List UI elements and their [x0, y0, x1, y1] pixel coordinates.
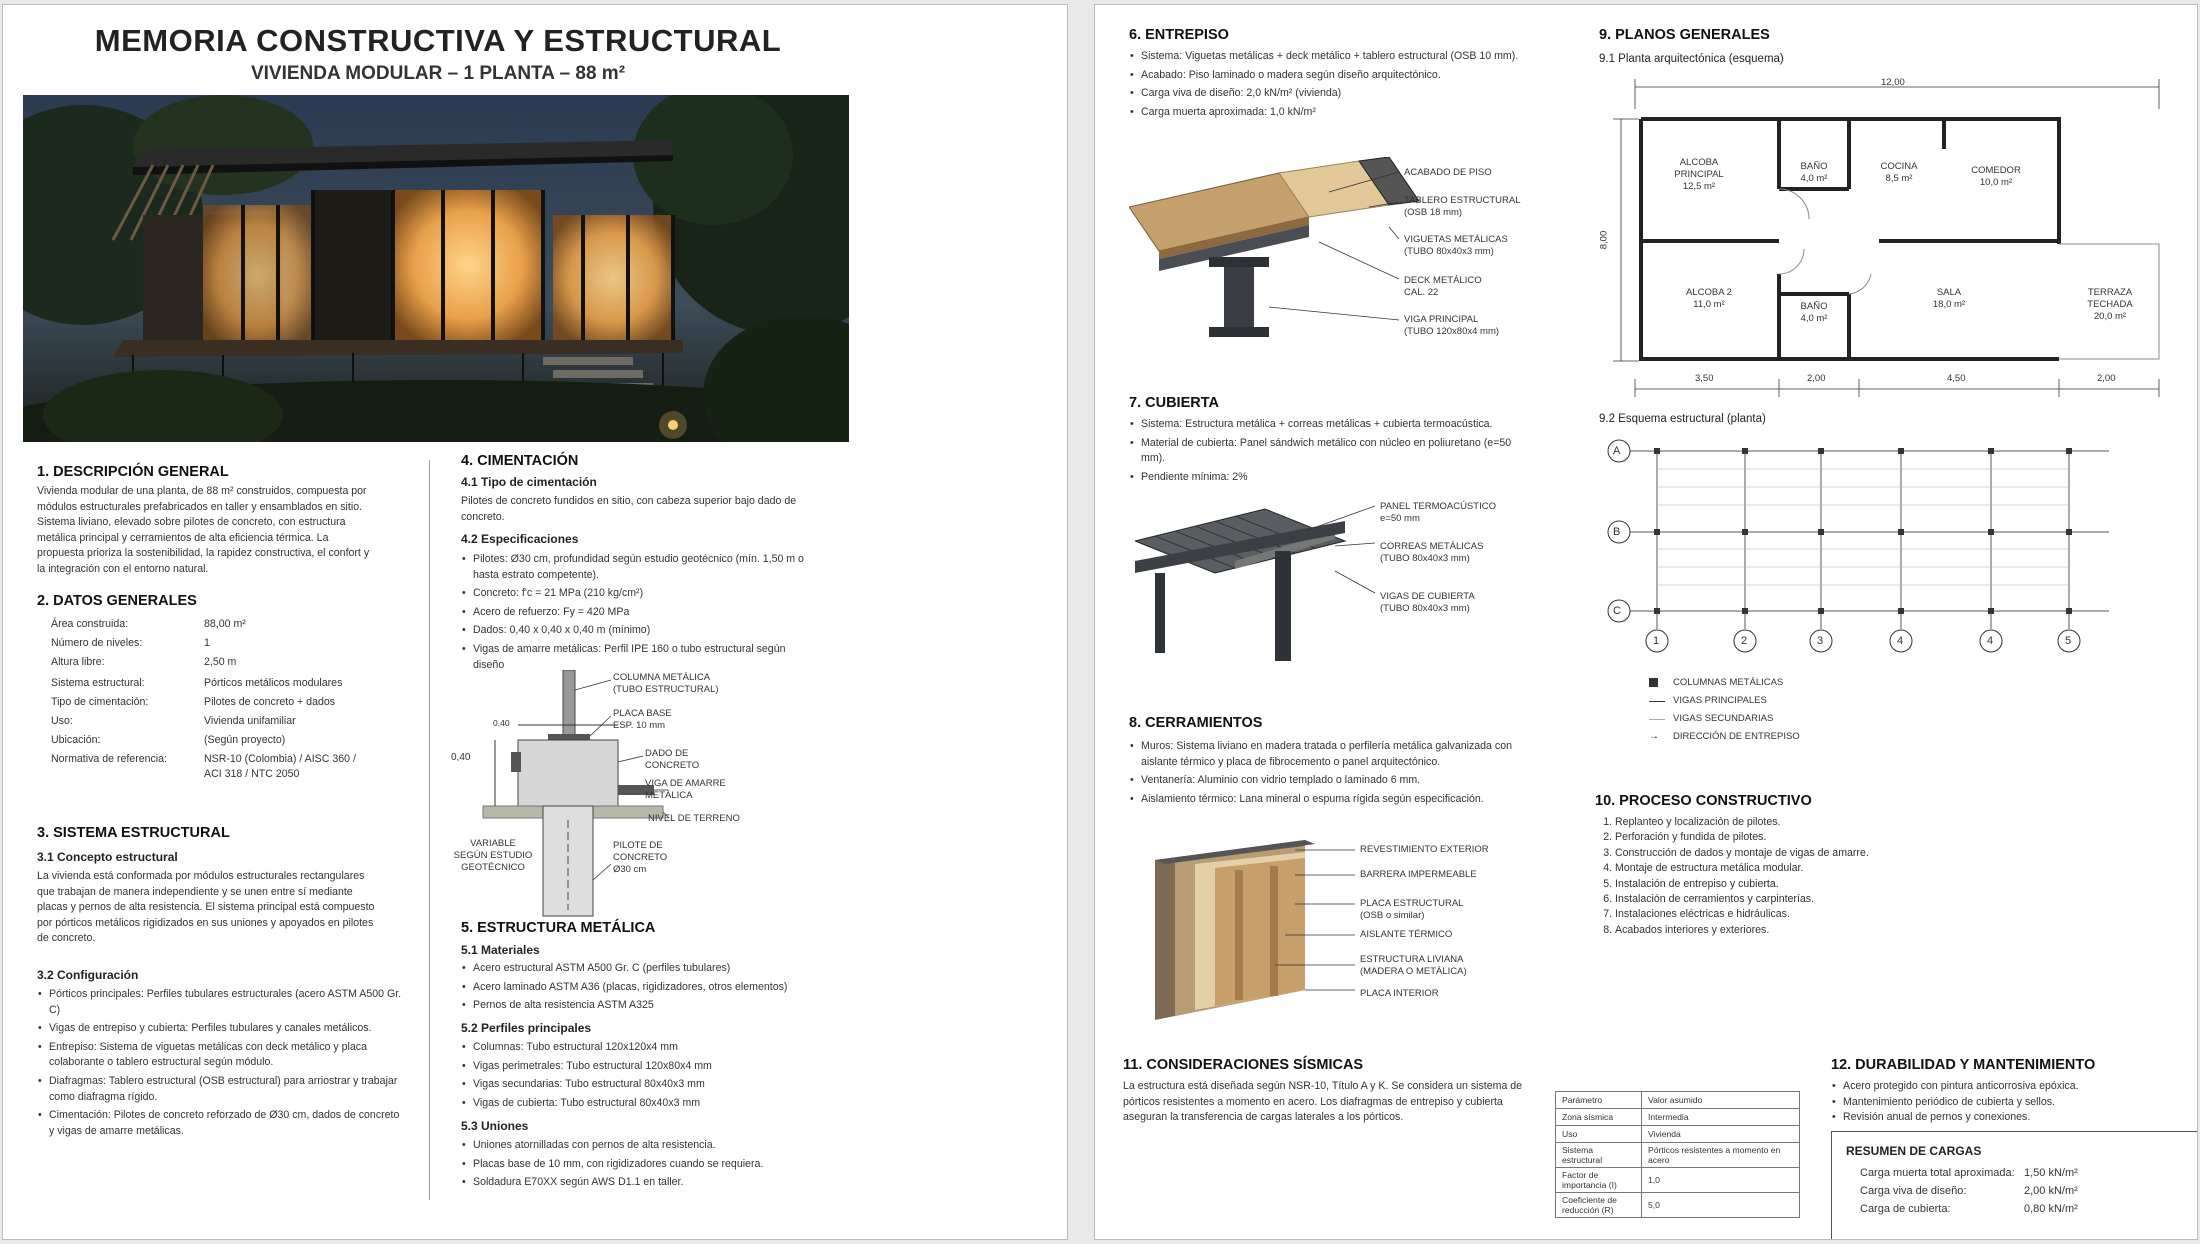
list-item: • Acabado: Piso laminado o madera según diseño arquitectónico.	[1129, 68, 1529, 84]
list-item: • Diafragmas: Tablero estructural (OSB estructural) para arriostrar y trabajar como diafragma rígido.	[37, 1074, 407, 1105]
durability-list	[1831, 1079, 2181, 1126]
param-cell: Factor de importancia (I)	[1556, 1168, 1642, 1193]
section-5-1-title: 5.1 Materiales	[461, 943, 540, 957]
param-cell: Sistema estructural	[1556, 1143, 1642, 1168]
label-tablero: TABLERO ESTRUCTURAL (OSB 18 mm)	[1404, 195, 1521, 218]
list-item: 1. Replanteo y localización de pilotes.	[1615, 815, 1999, 830]
loads-summary-title: RESUMEN DE CARGAS	[1846, 1144, 1982, 1158]
axis-4a: 4	[1897, 635, 1904, 647]
house-rendering	[23, 95, 849, 442]
materials-list	[461, 961, 806, 1017]
list-item: • Vigas de amarre metálicas: Perfil IPE 160 o tubo estructural según diseño	[461, 642, 806, 673]
list-item: • Material de cubierta: Panel sándwich metálico con núcleo en poliuretano (e=50 mm).	[1129, 436, 1529, 467]
structural-plan	[1599, 429, 2179, 669]
list-item: • Dados: 0,40 x 0,40 x 0,40 m (mínimo)	[461, 623, 806, 639]
table-row	[1556, 1143, 1800, 1168]
room-sala: SALA 18,0 m²	[1932, 287, 1966, 310]
list-item: 4. Montaje de estructura metálica modular.	[1615, 861, 1999, 876]
list-item: • Vigas secundarias: Tubo estructural 80x40x3 mm	[461, 1077, 806, 1093]
list-item: • Pernos de alta resistencia ASTM A325	[461, 998, 806, 1014]
entrepiso-diagram	[1129, 157, 1549, 347]
section-4-1-text: Pilotes de concreto fundidos en sitio, con cabeza superior bajo dado de concreto.	[461, 495, 797, 523]
list-item: • Vigas de cubierta: Tubo estructural 80x40x3 mm	[461, 1096, 806, 1112]
general-data-list	[51, 617, 374, 786]
data-row: Uso: Vivienda unifamiliar	[51, 715, 296, 727]
foundation-spec-list	[461, 552, 806, 676]
table-row	[1556, 1109, 1800, 1126]
section-4-2-title: 4.2 Especificaciones	[461, 532, 579, 546]
list-item: • Vigas de entrepiso y cubierta: Perfiles tubulares y canales metálicos.	[37, 1021, 407, 1037]
label-pilote: PILOTE DE CONCRETO Ø30 cm	[613, 840, 668, 875]
param-cell: Zona sísmica	[1556, 1109, 1642, 1126]
loads-summary-box	[1831, 1131, 2198, 1240]
section-4-title: 4. CIMENTACIÓN	[461, 453, 579, 469]
axis-A: A	[1613, 445, 1621, 457]
list-item: • Carga muerta aproximada: 1,0 kN/m²	[1129, 105, 1529, 121]
dim-side: 0,40	[451, 752, 471, 763]
list-item: • Concreto: f'c = 21 MPa (210 kg/cm²)	[461, 586, 806, 602]
table-row	[1556, 1168, 1800, 1193]
structural-legend: COLUMNAS METÁLICAS VIGAS PRINCIPALES VIGAS SECUNDARIAS → DIRECCIÓN DE ENTREPISO	[1649, 677, 1800, 742]
dim-top: 0,40	[493, 718, 510, 728]
list-item: • Columnas: Tubo estructural 120x120x4 mm	[461, 1040, 806, 1056]
sheet-left	[2, 4, 1068, 1240]
value-cell: Intermedia	[1642, 1109, 1800, 1126]
data-row: Sistema estructural: Pórticos metálicos modulares	[51, 677, 343, 689]
list-item: • Revisión anual de pernos y conexiones.	[1831, 1110, 2181, 1126]
list-item: 8. Acabados interiores y exteriores.	[1615, 923, 1999, 938]
list-item: • Acero de refuerzo: Fy = 420 MPa	[461, 605, 806, 621]
list-item: • Acero estructural ASTM A500 Gr. C (perfiles tubulares)	[461, 961, 806, 977]
section-7-title: 7. CUBIERTA	[1129, 395, 1219, 411]
room-bano-2: BAÑO 4,0 m²	[1800, 301, 1828, 324]
configuration-list	[37, 987, 407, 1142]
section-8-title: 8. CERRAMIENTOS	[1129, 715, 1263, 731]
value-cell: 5,0	[1642, 1193, 1800, 1218]
label-viga-principal: VIGA PRINCIPAL (TUBO 120x80x4 mm)	[1404, 314, 1500, 337]
plan-dim-total: 12,00	[1881, 77, 1905, 88]
section-4-1-title: 4.1 Tipo de cimentación	[461, 475, 597, 489]
section-11-text: La estructura está diseñada según NSR-10, Título A y K. Se considera un sistema de pórticos resistentes a momento en acero. Los diafragmas de entrepiso y cubierta aseguran la transferencia de cargas laterales a los pórticos.	[1123, 1080, 1523, 1124]
list-item: • Acero laminado ASTM A36 (placas, rigidizadores, otros elementos)	[461, 980, 806, 996]
section-11-title: 11. CONSIDERACIONES SÍSMICAS	[1123, 1057, 1364, 1073]
label-dado: DADO DE CONCRETO	[645, 748, 700, 771]
list-item: • Uniones atornilladas con pernos de alta resistencia.	[461, 1138, 806, 1154]
list-item: • Vigas perimetrales: Tubo estructural 120x80x4 mm	[461, 1059, 806, 1075]
plan-dim-2: 2,00	[1807, 373, 1826, 384]
list-item: 2. Perforación y fundida de pilotes.	[1615, 830, 1999, 845]
label-placa-estructural: PLACA ESTRUCTURAL (OSB o similar)	[1360, 898, 1464, 921]
label-variable: VARIABLE SEGÚN ESTUDIO GEOTÉCNICO	[453, 838, 533, 873]
label-placa-interior: PLACA INTERIOR	[1360, 988, 1439, 999]
list-item: • Pórticos principales: Perfiles tubulares estructurales (acero ASTM A500 Gr. C)	[37, 987, 407, 1018]
value-cell: Vivienda	[1642, 1126, 1800, 1143]
document-subtitle: VIVIENDA MODULAR – 1 PLANTA – 88 m²	[250, 63, 626, 84]
axis-3: 3	[1817, 635, 1824, 647]
room-alcoba-2: ALCOBA 2 11,0 m²	[1686, 287, 1732, 310]
axis-4b: 4	[1987, 635, 1994, 647]
plan-dim-1: 3,50	[1695, 373, 1714, 384]
label-acabado: ACABADO DE PISO	[1404, 167, 1492, 178]
list-item: • Soldadura E70XX según AWS D1.1 en taller.	[461, 1175, 806, 1191]
section-3-1-title: 3.1 Concepto estructural	[37, 850, 178, 864]
label-terreno: NIVEL DE TERRENO	[648, 813, 740, 824]
plan-dim-4: 2,00	[2097, 373, 2116, 384]
param-cell: Uso	[1556, 1126, 1642, 1143]
cubierta-diagram	[1135, 501, 1555, 671]
axis-5: 5	[2065, 635, 2072, 647]
main-beam-legend-icon	[1649, 701, 1665, 702]
section-1-title: 1. DESCRIPCIÓN GENERAL	[37, 464, 229, 480]
load-row: Carga muerta total aproximada: 1,50 kN/m²	[1860, 1167, 2078, 1179]
section-10-title: 10. PROCESO CONSTRUCTIVO	[1595, 793, 1812, 809]
label-placa-base: PLACA BASE ESP. 10 mm	[613, 708, 672, 731]
list-item: • Mantenimiento periódico de cubierta y sellos.	[1831, 1095, 2181, 1111]
list-item: 3. Construcción de dados y montaje de vigas de amarre.	[1615, 846, 1999, 861]
list-item: 5. Instalación de entrepiso y cubierta.	[1615, 877, 1999, 892]
section-9-1-title: 9.1 Planta arquitectónica (esquema)	[1599, 53, 1784, 65]
cerramientos-diagram	[1155, 840, 1575, 1025]
label-correas: CORREAS METÁLICAS (TUBO 80x40x3 mm)	[1380, 541, 1484, 564]
label-vigas-cubierta: VIGAS DE CUBIERTA (TUBO 80x40x3 mm)	[1380, 591, 1475, 614]
table-row	[1556, 1126, 1800, 1143]
data-row: Área construida: 88,00 m²	[51, 618, 246, 630]
room-comedor: COMEDOR 10,0 m²	[1971, 165, 2021, 188]
list-item: • Aislamiento térmico: Lana mineral o espuma rígida según especificación.	[1129, 792, 1539, 808]
label-viguetas: VIGUETAS METÁLICAS (TUBO 80x40x3 mm)	[1404, 234, 1508, 257]
data-row: Altura libre: 2,50 m	[51, 656, 237, 668]
section-6-title: 6. ENTREPISO	[1129, 27, 1229, 43]
sheet-right	[1094, 4, 2198, 1240]
value-cell: Pórticos resistentes a momento en acero	[1642, 1143, 1800, 1168]
data-row: Ubicación: (Según proyecto)	[51, 734, 286, 746]
label-deck: DECK METÁLICO CAL. 22	[1404, 275, 1482, 298]
arrow-right-icon: →	[1649, 731, 1659, 742]
list-item: 7. Instalaciones eléctricas e hidráulicas.	[1615, 907, 1999, 922]
section-3-title: 3. SISTEMA ESTRUCTURAL	[37, 825, 230, 841]
label-aislante: AISLANTE TÉRMICO	[1360, 929, 1453, 940]
data-row: Número de niveles: 1	[51, 637, 210, 649]
plan-dim-3: 4,50	[1947, 373, 1966, 384]
cubierta-list	[1129, 417, 1529, 488]
axis-2: 2	[1741, 635, 1748, 647]
list-item: • Entrepiso: Sistema de viguetas metálicas con deck metálico y placa colaborante o tablero estructural según módulo.	[37, 1040, 407, 1071]
list-item: • Pendiente mínima: 2%	[1129, 470, 1529, 486]
value-cell: Valor asumido	[1642, 1092, 1800, 1109]
section-2-title: 2. DATOS GENERALES	[37, 593, 197, 609]
column-legend-icon	[1649, 678, 1658, 687]
cerramientos-list	[1129, 739, 1539, 810]
profiles-list	[461, 1040, 806, 1114]
list-item: • Carga viva de diseño: 2,0 kN/m² (vivienda)	[1129, 86, 1529, 102]
section-1-text: Vivienda modular de una planta, de 88 m² construidos, compuesta por módulos estructurales prefabricados en taller y ensamblados en sitio. Sistema liviano, elevado sobre pilotes de concreto, con estructura metálica principal y cerramientos de alta eficiencia térmica. La propuesta prioriza la sostenibilidad, la rapidez constructiva, el confort y la integración con el entorno natural.	[37, 485, 370, 575]
document-title: MEMORIA CONSTRUCTIVA Y ESTRUCTURAL	[94, 23, 782, 58]
section-5-2-title: 5.2 Perfiles principales	[461, 1021, 592, 1035]
value-cell: 1,0	[1642, 1168, 1800, 1193]
list-item: • Muros: Sistema liviano en madera tratada o perfilería metálica galvanizada con aislante térmico y placa de fibrocemento o panel arquitectónico.	[1129, 739, 1539, 770]
param-cell: Parámetro	[1556, 1092, 1642, 1109]
room-terraza: TERRAZA TECHADA 20,0 m²	[2087, 287, 2133, 322]
load-row: Carga viva de diseño: 2,00 kN/m²	[1860, 1185, 2078, 1197]
data-row: Normativa de referencia: NSR-10 (Colombia) / AISC 360 / ACI 318 / NTC 2050	[51, 753, 356, 780]
joints-list	[461, 1138, 806, 1194]
construction-process-list	[1599, 815, 1999, 938]
section-5-title: 5. ESTRUCTURA METÁLICA	[461, 920, 656, 936]
section-3-2-title: 3.2 Configuración	[37, 968, 139, 982]
section-3-1-text: La vivienda está conformada por módulos estructurales rectangulares que trabajan de manera independiente y se unen entre sí mediante placas y pernos de alta resistencia. El sistema principal está compuesto por pórticos metálicos rigidizados en sus uniones y apoyados en pilotes de concreto.	[37, 870, 375, 945]
label-viga-amarre: VIGA DE AMARRE METÁLICA	[645, 778, 726, 801]
axis-C: C	[1613, 605, 1621, 617]
section-12-title: 12. DURABILIDAD Y MANTENIMIENTO	[1831, 1057, 2096, 1073]
list-item: 6. Instalación de cerramientos y carpinterías.	[1615, 892, 1999, 907]
label-columna: COLUMNA METÁLICA (TUBO ESTRUCTURAL)	[613, 672, 719, 695]
secondary-beam-legend-icon	[1649, 719, 1665, 720]
list-item: • Sistema: Viguetas metálicas + deck metálico + tablero estructural (OSB 10 mm).	[1129, 49, 1529, 65]
list-item: • Ventanería: Aluminio con vidrio templado o laminado 6 mm.	[1129, 773, 1539, 789]
section-5-3-title: 5.3 Uniones	[461, 1119, 529, 1133]
label-estructura-liviana: ESTRUCTURA LIVIANA (MADERA O METÁLICA)	[1360, 954, 1467, 977]
data-row: Tipo de cimentación: Pilotes de concreto + dados	[51, 696, 336, 708]
entrepiso-list	[1129, 49, 1529, 123]
foundation-diagram	[443, 670, 803, 920]
label-panel: PANEL TERMOACÚSTICO e=50 mm	[1380, 501, 1496, 524]
room-bano-1: BAÑO 4,0 m²	[1800, 161, 1828, 184]
room-cocina: COCINA 8,5 m²	[1880, 161, 1918, 184]
room-alcoba-principal: ALCOBA PRINCIPAL 12,5 m²	[1674, 157, 1724, 192]
list-item: • Acero protegido con pintura anticorrosiva epóxica.	[1831, 1079, 2181, 1095]
list-item: • Pilotes: Ø30 cm, profundidad según estudio geotécnico (mín. 1,50 m o hasta estrato competente).	[461, 552, 806, 583]
list-item: • Placas base de 10 mm, con rigidizadores cuando se requiera.	[461, 1157, 806, 1173]
param-cell: Coeficiente de reducción (R)	[1556, 1193, 1642, 1218]
label-revestimiento: REVESTIMIENTO EXTERIOR	[1360, 844, 1489, 855]
architectural-plan	[1599, 69, 2179, 399]
axis-B: B	[1613, 526, 1621, 538]
section-9-2-title: 9.2 Esquema estructural (planta)	[1599, 413, 1766, 425]
label-barrera: BARRERA IMPERMEABLE	[1360, 869, 1477, 880]
list-item: • Cimentación: Pilotes de concreto reforzado de Ø30 cm, dados de concreto y vigas de amarre metálicas.	[37, 1108, 407, 1139]
list-item: • Sistema: Estructura metálica + correas metálicas + cubierta termoacústica.	[1129, 417, 1529, 433]
section-9-title: 9. PLANOS GENERALES	[1599, 27, 1770, 43]
column-divider	[429, 460, 430, 1200]
table-row	[1556, 1092, 1800, 1109]
table-row	[1556, 1193, 1800, 1218]
seismic-params-table	[1555, 1091, 1800, 1218]
load-row: Carga de cubierta: 0,80 kN/m²	[1860, 1203, 2078, 1215]
axis-1: 1	[1653, 635, 1660, 647]
plan-dim-height: 8,00	[1598, 230, 1610, 250]
